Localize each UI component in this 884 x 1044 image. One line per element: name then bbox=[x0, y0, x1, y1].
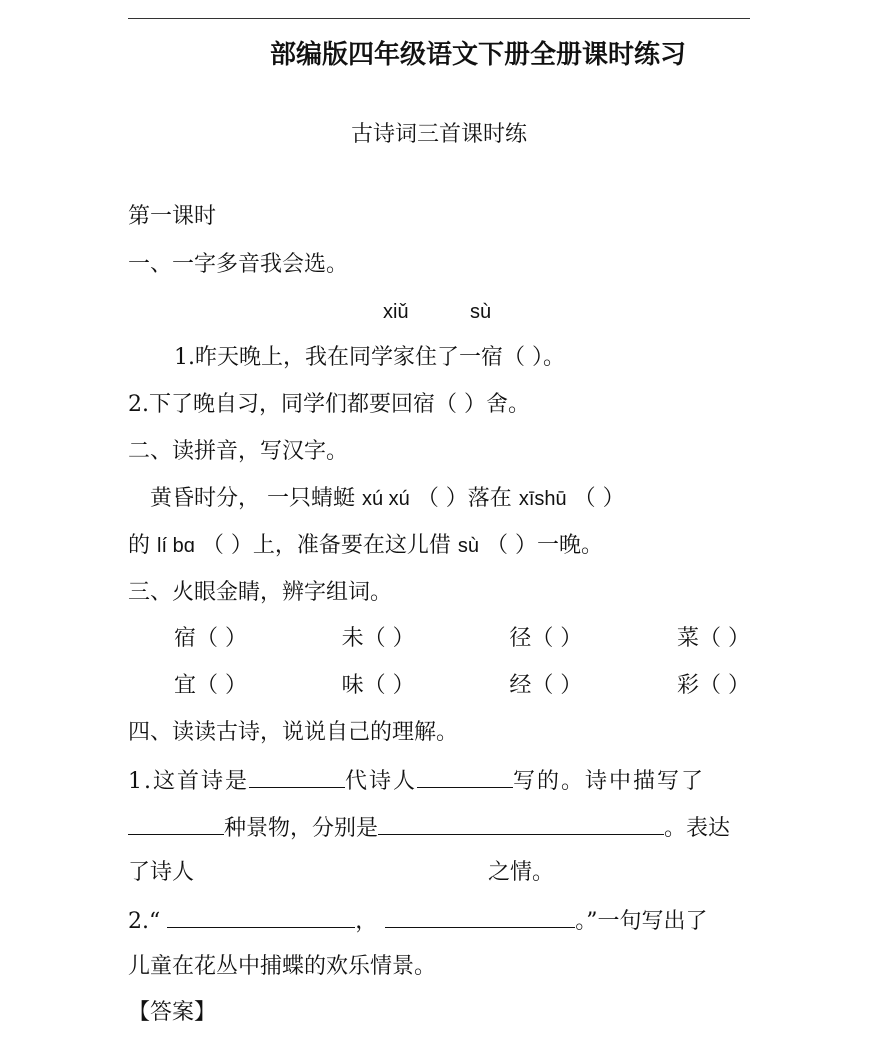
answer-blank bbox=[249, 765, 345, 788]
section-2-line-2 bbox=[128, 531, 750, 561]
section-2-line-1 bbox=[128, 484, 750, 514]
s2-line1-text-a: 黄昏时分， 一只蜻蜓 bbox=[150, 486, 355, 511]
answer-blank bbox=[378, 812, 664, 835]
s2-line1-text-c: （ ） bbox=[573, 486, 625, 511]
section-3-heading: 三、火眼金睛，辨字组词。 bbox=[128, 580, 393, 605]
section-1-heading: 一、一字多音我会选。 bbox=[128, 252, 349, 277]
s2-pinyin-su: sù bbox=[457, 535, 479, 557]
s2-line2-text-a: 的 bbox=[128, 533, 151, 558]
section-1-question-2: 2.下了晚自习，同学们都要回宿（ ）舍。 bbox=[128, 392, 530, 417]
s4-q1-text-7: 之情。 bbox=[488, 860, 555, 885]
s2-pinyin-xuxu: xú xú bbox=[362, 488, 410, 510]
page-title: 部编版四年级语文下册全册课时练习 bbox=[269, 40, 686, 70]
word-cell: 菜（ ） bbox=[676, 626, 750, 651]
top-rule bbox=[128, 18, 750, 19]
answer-blank bbox=[385, 905, 575, 928]
s4-q1-text-1: 1.这首诗是 bbox=[128, 769, 249, 794]
s4-q2-text-1: 2.“ bbox=[128, 909, 161, 934]
word-cell: 彩（ ） bbox=[676, 673, 750, 698]
section-3-row-1 bbox=[174, 624, 750, 654]
page-subtitle: 古诗词三首课时练 bbox=[350, 122, 527, 147]
pinyin-option-su: sù bbox=[470, 301, 492, 323]
word-cell: 宿（ ） bbox=[174, 626, 247, 651]
section-4-question-1-line-1 bbox=[128, 765, 750, 797]
s4-q1-text-5: 。表达 bbox=[664, 816, 731, 841]
pinyin-option-xiu: xiǔ bbox=[383, 301, 409, 323]
lesson-label: 第一课时 bbox=[128, 204, 217, 229]
s2-line1-text-b: （ ）落在 bbox=[416, 486, 512, 511]
s4-q1-text-4: 种景物，分别是 bbox=[224, 816, 379, 841]
word-cell: 宜（ ） bbox=[174, 673, 247, 698]
section-3-row-2 bbox=[174, 671, 750, 701]
s4-q2-text-3: 。”一句写出了 bbox=[575, 909, 708, 934]
word-cell: 未（ ） bbox=[341, 626, 415, 651]
section-4-question-1-line-2 bbox=[128, 812, 750, 844]
s2-pinyin-liba: lí bɑ bbox=[157, 535, 195, 557]
section-2-heading: 二、读拼音，写汉字。 bbox=[128, 439, 349, 464]
section-4-heading: 四、读读古诗，说说自己的理解。 bbox=[128, 720, 459, 745]
s4-q1-text-3: 写的。诗中描写了 bbox=[513, 769, 706, 794]
word-cell: 经（ ） bbox=[509, 673, 583, 698]
s4-q1-text-2: 代诗人 bbox=[345, 769, 418, 794]
answer-blank bbox=[167, 905, 355, 928]
section-1-question-1: 1.昨天晚上，我在同学家住了一宿（ ）。 bbox=[174, 345, 565, 370]
section-4-question-2-line-2: 儿童在花丛中捕蝶的欢乐情景。 bbox=[128, 954, 437, 979]
s4-q1-text-6: 了诗人 bbox=[128, 860, 195, 885]
section-4-question-2-line-1 bbox=[128, 905, 750, 937]
s2-line2-text-c: （ ）一晚。 bbox=[485, 533, 603, 558]
word-cell: 味（ ） bbox=[341, 673, 415, 698]
answer-blank bbox=[128, 812, 224, 835]
s4-q2-text-2: ， bbox=[355, 909, 378, 934]
word-cell: 径（ ） bbox=[509, 626, 583, 651]
answer-blank bbox=[417, 765, 513, 788]
s2-line2-text-b: （ ）上，准备要在这儿借 bbox=[201, 533, 451, 558]
section-4-question-1-line-3 bbox=[128, 858, 750, 888]
answer-label: 【答案】 bbox=[128, 1000, 217, 1025]
s2-pinyin-xishu: xīshū bbox=[518, 488, 567, 510]
